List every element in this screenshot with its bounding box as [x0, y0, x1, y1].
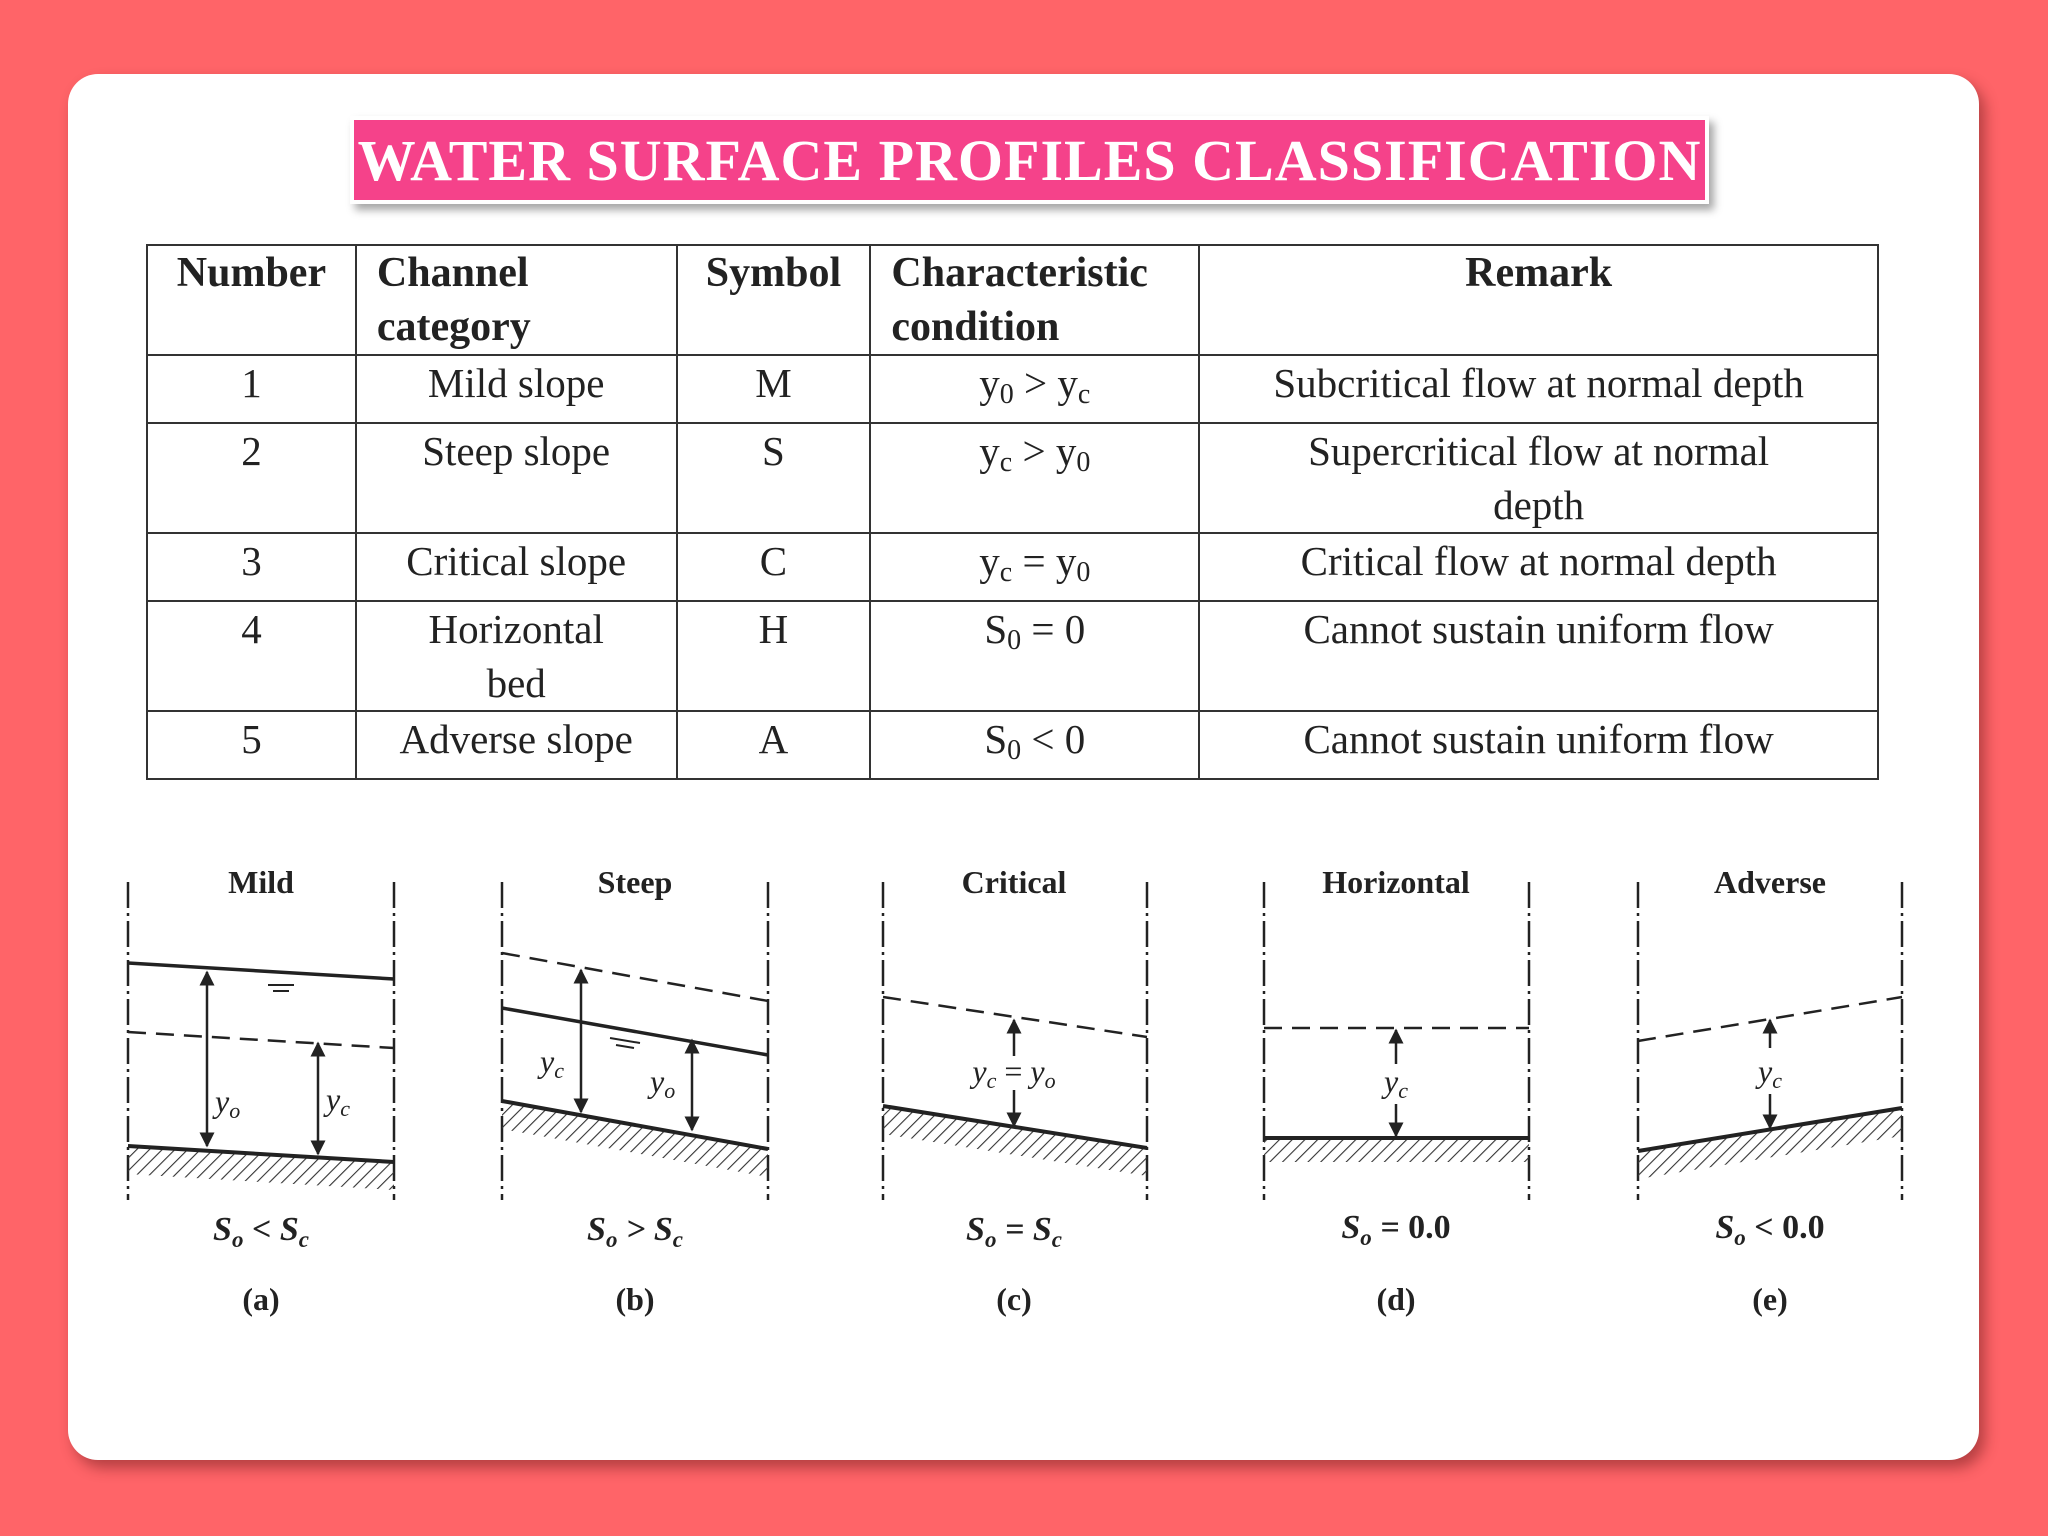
diagram-horizontal [1264, 864, 1529, 1317]
diagram-letter: (e) [1752, 1281, 1788, 1317]
slope-condition: $S_o = 0.0$ [1341, 1209, 1451, 1250]
header-number: Number [147, 245, 356, 355]
header-category: Channel category [356, 245, 677, 355]
diagram-critical [883, 864, 1147, 1317]
depth-label-critical: yc [540, 1043, 564, 1083]
cell-category: Mild slope [356, 355, 677, 423]
slope-condition: $S_o < S_c$ [213, 1211, 309, 1252]
diagram-letter: (a) [242, 1281, 280, 1317]
header-symbol: Symbol [677, 245, 871, 355]
diagram-letter: (b) [615, 1281, 655, 1317]
depth-label-critical: yc [326, 1081, 350, 1121]
slope-condition: $S_o < 0.0$ [1715, 1209, 1825, 1250]
header-remark: Remark [1199, 245, 1878, 355]
cell-symbol: A [677, 711, 871, 779]
cell-category: Critical slope [356, 533, 677, 601]
cell-symbol: M [677, 355, 871, 423]
diagram-steep [502, 864, 768, 1317]
cell-number: 5 [147, 711, 356, 779]
slope-condition: $S_o = S_c$ [966, 1211, 1062, 1252]
diagram-letter: (c) [996, 1281, 1032, 1317]
depth-label: yc = yo [972, 1053, 1056, 1093]
cell-remark: Cannot sustain uniform flow [1199, 601, 1878, 711]
cell-condition: $S_0 = 0$ [870, 601, 1199, 711]
cell-number: 4 [147, 601, 356, 711]
cell-number: 1 [147, 355, 356, 423]
cell-remark: Subcritical flow at normal depth [1199, 355, 1878, 423]
diagram-title: Critical [961, 864, 1067, 900]
diagram-title: Steep [597, 864, 673, 900]
diagram-title: Adverse [1714, 864, 1826, 900]
slope-condition: $S_o > S_c$ [587, 1211, 683, 1252]
cell-condition: $y_c > y_0$ [870, 423, 1199, 533]
depth-label-normal: yo [650, 1063, 676, 1103]
diagram-letter: (d) [1376, 1281, 1416, 1317]
depth-label: yc [1384, 1063, 1408, 1103]
cell-remark: Critical flow at normal depth [1199, 533, 1878, 601]
cell-condition: $y_c = y_0$ [870, 533, 1199, 601]
cell-remark: Supercritical flow at normal depth [1199, 423, 1878, 533]
cell-condition: $y_0 > y_c$ [870, 355, 1199, 423]
diagram-adverse [1638, 864, 1902, 1317]
cell-symbol: S [677, 423, 871, 533]
cell-category: Steep slope [356, 423, 677, 533]
cell-condition: $S_0 < 0$ [870, 711, 1199, 779]
page-title: WATER SURFACE PROFILES CLASSIFICATION [357, 127, 1702, 193]
cell-symbol: C [677, 533, 871, 601]
cell-number: 3 [147, 533, 356, 601]
depth-label-normal: yo [215, 1083, 241, 1123]
diagram-mild [128, 864, 394, 1317]
diagram-title: Horizontal [1322, 864, 1470, 900]
cell-number: 2 [147, 423, 356, 533]
depth-label: yc [1758, 1053, 1782, 1093]
diagram-title: Mild [228, 864, 294, 900]
cell-remark: Cannot sustain uniform flow [1199, 711, 1878, 779]
cell-category: Adverse slope [356, 711, 677, 779]
cell-symbol: H [677, 601, 871, 711]
cell-category: Horizontal bed [356, 601, 677, 711]
header-condition: Characteristic condition [870, 245, 1199, 355]
